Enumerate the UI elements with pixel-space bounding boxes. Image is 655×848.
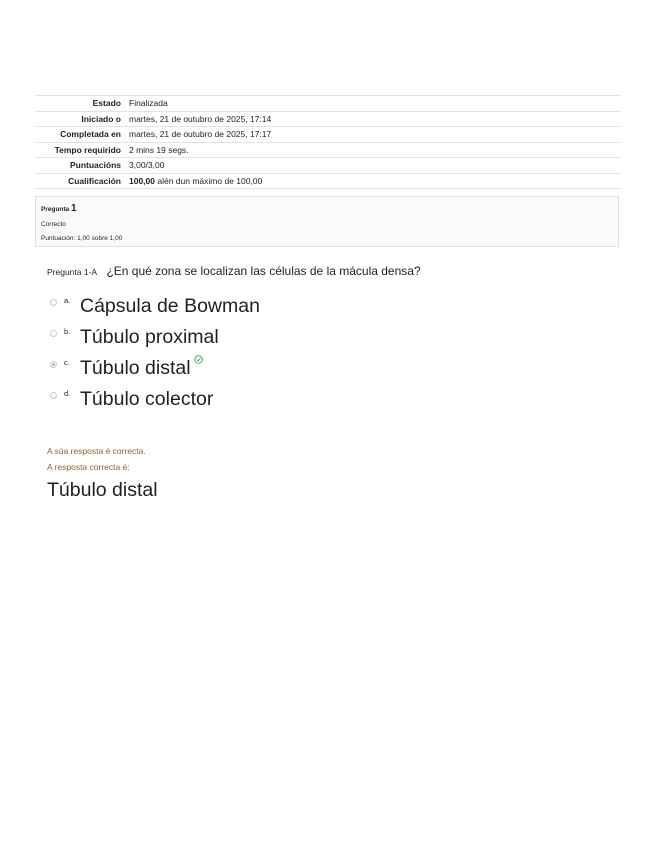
answer-text: Túbulo colector [80,388,214,410]
summary-value: 3,00/3,00 [125,158,621,174]
grade-value: 100,00 [129,175,155,186]
question-info-box [35,196,619,247]
answer-radio[interactable] [50,330,57,337]
summary-label: Tempo requirido [35,142,125,158]
question-number-value: 1 [70,203,77,214]
answer-text: Túbulo proximal [80,326,219,348]
right-answer: Túbulo distal [47,479,158,501]
summary-row-marks [35,158,621,174]
answer-radio-selected[interactable] [50,361,57,368]
question-state: Correcto [41,220,66,228]
question-grade: Puntuación: 1,00 sobre 1,00 [41,235,123,243]
summary-row-completed [35,127,621,143]
summary-value: martes, 21 de outubro de 2025, 17:14 [125,111,621,127]
answer-option-c [50,358,260,389]
answer-radio[interactable] [50,299,57,306]
summary-value [125,173,621,189]
answer-option-b [50,327,260,358]
summary-label: Iniciado o [35,111,125,127]
summary-label: Cualificación [35,173,125,189]
summary-row-time-taken [35,142,621,158]
question-label: Pregunta 1-A [47,267,98,277]
answer-letter: d. [64,389,71,398]
answer-letter: c. [64,358,70,367]
answer-letter: b. [64,327,71,336]
summary-label: Completada en [35,127,125,143]
summary-value: 2 mins 19 segs. [125,142,621,158]
answer-text-wrap [80,359,203,379]
question-text-line [47,264,421,278]
answer-text: Cápsula de Bowman [80,295,260,317]
answer-letter: a. [64,296,71,305]
grade-max: alén dun máximo de 100,00 [155,175,263,186]
specific-feedback: A súa resposta é correcta. [47,446,146,456]
summary-value: Finalizada [125,96,621,112]
feedback-section [47,447,158,502]
summary-row-started [35,111,621,127]
question-number [41,202,613,216]
summary-label: Puntuacións [35,158,125,174]
check-circle-icon [194,355,203,364]
summary-value: martes, 21 de outubro de 2025, 17:17 [125,127,621,143]
right-answer-label: A resposta correcta é: [47,461,130,472]
answer-list [50,296,260,420]
summary-label: Estado [35,96,125,112]
answer-text: Túbulo distal [80,357,191,379]
question-text: ¿En qué zona se localizan las células de la mácula densa? [106,264,421,278]
answer-option-d [50,389,260,420]
summary-row-state [35,96,621,112]
attempt-summary-table [35,95,621,189]
summary-row-grade [35,173,621,189]
answer-option-a [50,296,260,327]
question-number-prefix: Pregunta [41,206,70,213]
answer-radio[interactable] [50,392,57,399]
